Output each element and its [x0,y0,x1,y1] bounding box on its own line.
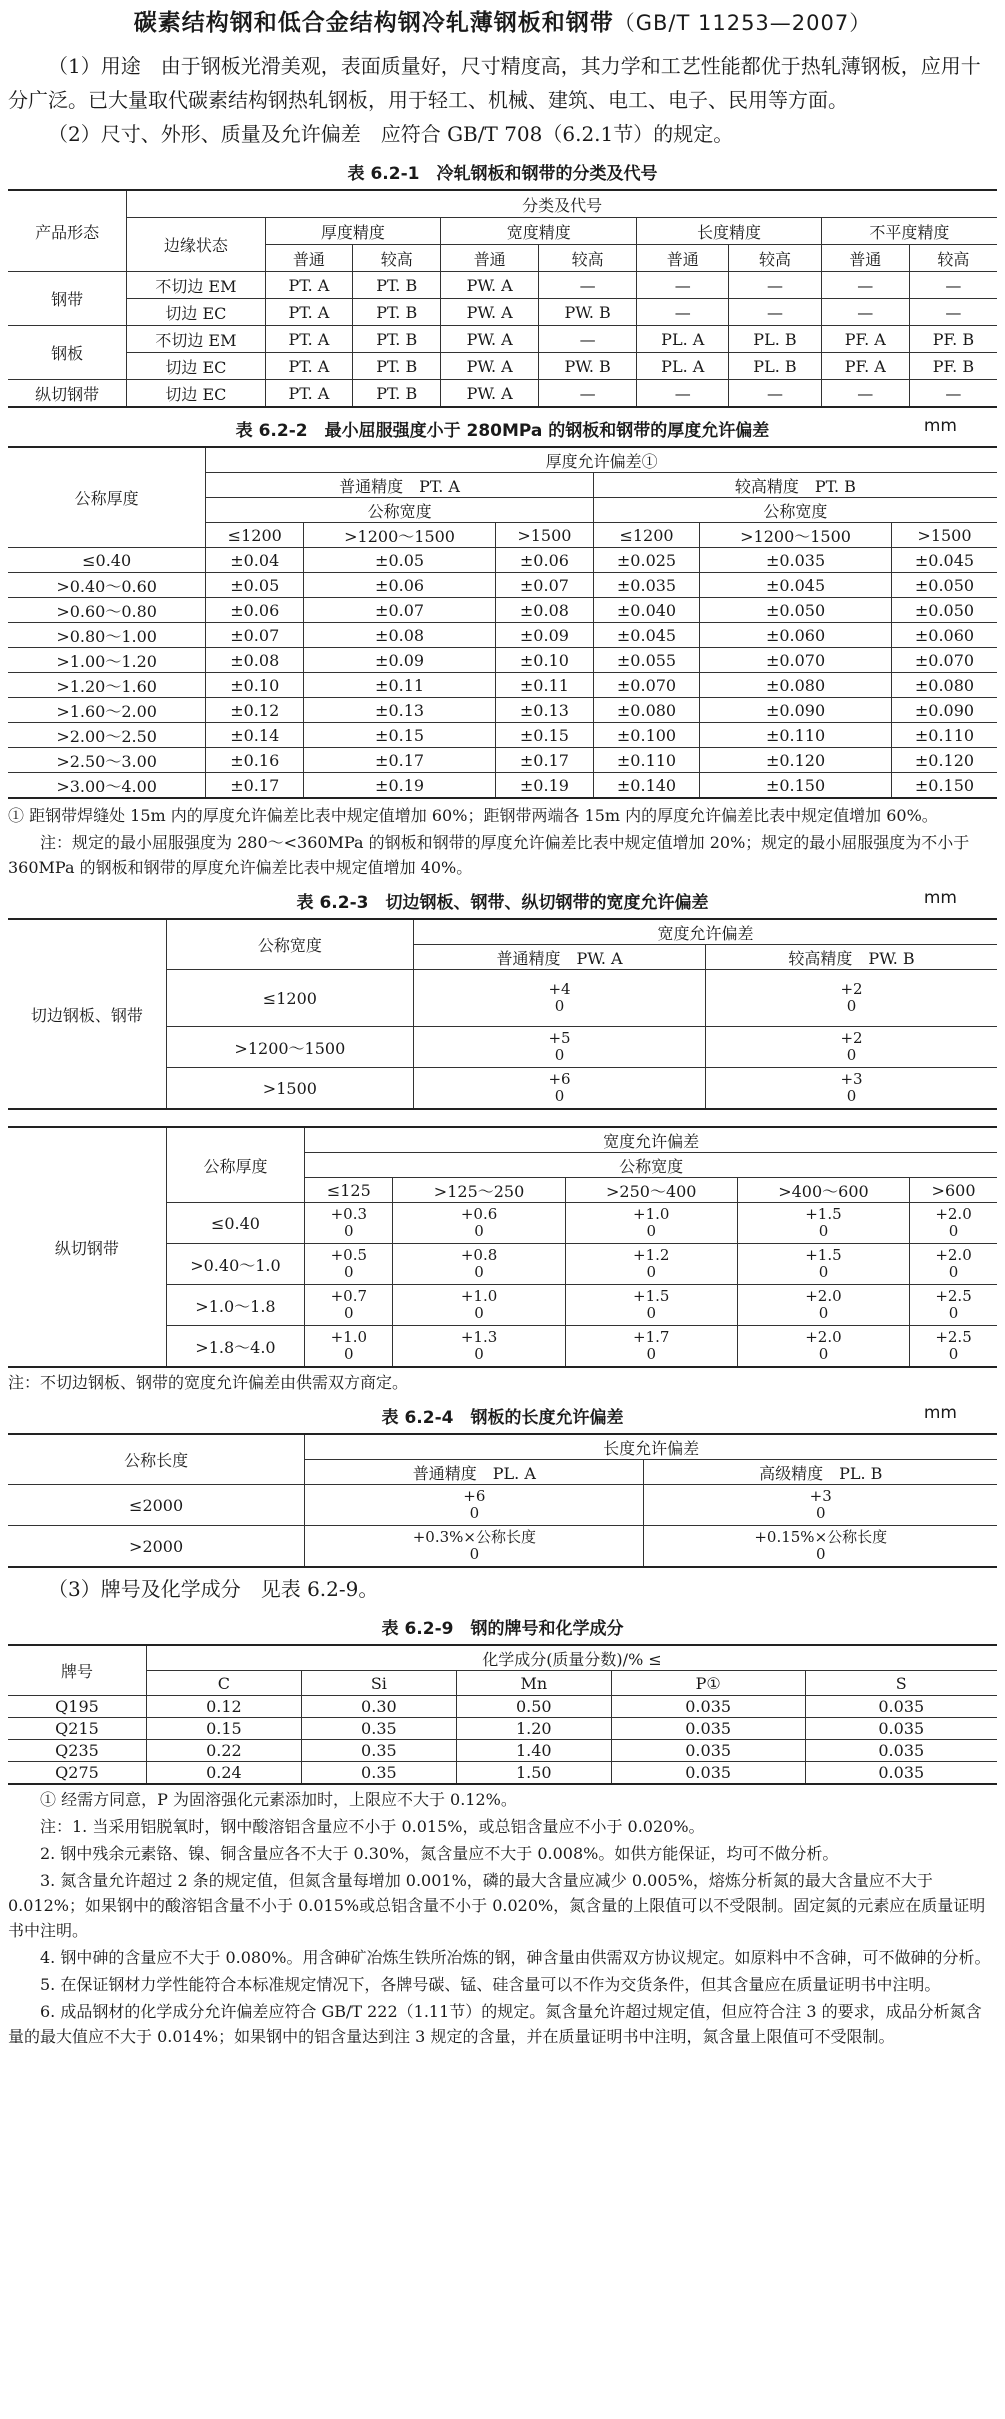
table-row: >0.60～0.80 ±0.06 ±0.07 ±0.08 ±0.040 ±0.050 ±0.050 [8,598,997,623]
table-header: 厚度允许偏差① [206,447,997,473]
table-header: 纵切钢带 [8,1127,166,1367]
table-header: 宽度精度 [441,218,637,245]
table-header: 较高 [353,245,441,272]
table-row: >0.40～0.60 ±0.05 ±0.06 ±0.07 ±0.035 ±0.045 ±0.050 [8,573,997,598]
table-6-2-2-footnote: ① 距钢带焊缝处 15m 内的厚度允许偏差比表中规定值增加 60%；距钢带两端各 15m 内的厚度允许偏差比表中规定值增加 60%。 [8,806,938,825]
table-header: 普通 [821,245,909,272]
table-header: 宽度允许偏差 [305,1127,997,1153]
table-row: 切边 EC PT. A PT. B PW. A PW. B PL. A PL. B PF. A PF. B [8,353,997,380]
table-header: ≤1200 [206,523,304,548]
table-note: 5. 在保证钢材力学性能符合本标准规定情况下，各牌号碳、锰、硅含量可以不作为交货条件，但其含量应在质量证明书中注明。 [40,1975,941,1994]
para-grade: （3）牌号及化学成分 见表 6.2-9。 [48,1577,379,1601]
table-row: 钢带 不切边 EM PT. A PT. B PW. A — — — — — [8,272,997,299]
table-header: ≤1200 [593,523,699,548]
table-row: 切边 EC PT. A PT. B PW. A PW. B — — — — [8,299,997,326]
table-header: 边缘状态 [127,218,265,272]
table-row: >1.8～4.0 +1.0 0 +1.3 0 +1.7 0 +2.0 0 +2.5 0 [8,1326,997,1368]
table-header: S [805,1671,997,1696]
table-header: 普通精度 PW. A [413,945,705,970]
table-header: 牌号 [8,1645,146,1696]
table-header: P① [611,1671,805,1696]
table-row: ≤2000 +6 0 +3 0 [8,1485,997,1526]
table-header: 公称宽度 [305,1153,997,1178]
table-6-2-1-caption: 表 6.2-1 冷轧钢板和钢带的分类及代号 [347,164,658,184]
table-header: 公称宽度 [593,498,997,523]
table-header: 较高 [729,245,821,272]
table-header: >1200～1500 [304,523,496,548]
table-header: ≤125 [305,1178,393,1203]
table-header: 较高 [909,245,997,272]
table-header: >600 [910,1178,997,1203]
table-6-2-3-slit [8,1126,997,1368]
para-usage: （1）用途 由于钢板光滑美观，表面质量好，尺寸精度高，其力学和工艺性能都优于热轧薄钢板，应用十分广泛。已大量取代碳素结构钢热轧钢板，用于轻工、机械、建筑、电工、电子、民用等方面。 [8,54,981,112]
table-6-2-4-caption: 表 6.2-4 钢板的长度允许偏差 mm [381,1403,957,1428]
table-row: >1.0～1.8 +0.7 0 +1.0 0 +1.5 0 +2.0 0 +2.5 0 [8,1285,997,1326]
table-6-2-3-cut: 切边钢板、钢带 公称宽度 宽度允许偏差 普通精度 PW. A 较高精度 PW. B ≤1200 +4 0 +2 0 >1200～1500 +5 0 +2 0 >1500 +6 0 +3 0 [8,918,997,1110]
table-header: 切边钢板、钢带 [8,919,166,1109]
table-header: 化学成分(质量分数)/% ≤ [146,1645,997,1671]
table-header: Mn [456,1671,611,1696]
table-note: 6. 成品钢材的化学成分允许偏差应符合 GB/T 222（1.11节）的规定。氮含量允许超过规定值，但应符合注 3 的要求，成品分析氮含量的最大值应不大于 0.014%；如果钢中的铝含量达到注 3 规定的含量，并在质量证明书中注明，氮含量上限值可不受限制。 [8,2002,982,2046]
table-header: 厚度精度 [265,218,441,245]
table-header: 宽度允许偏差 [413,919,997,945]
table-row: Q235 0.22 0.35 1.40 0.035 0.035 [8,1740,997,1762]
table-header: 普通精度 PT. A [206,473,594,498]
table-header: 高级精度 PL. B [644,1460,997,1485]
table-header: 产品形态 [8,190,127,272]
para-dimensions: （2）尺寸、外形、质量及允许偏差 应符合 GB/T 708（6.2.1节）的规定。 [48,122,734,146]
table-6-2-3-caption: 表 6.2-3 切边钢板、钢带、纵切钢带的宽度允许偏差 mm [296,888,957,913]
table-note: 2. 钢中残余元素铬、镍、铜含量应各不大于 0.30%，氮含量应不大于 0.008%。如供方能保证，均可不做分析。 [40,1844,839,1863]
table-header: >1500 [495,523,593,548]
table-row: >1.00～1.20 ±0.08 ±0.09 ±0.10 ±0.055 ±0.070 ±0.070 [8,648,997,673]
table-note: 注：1. 当采用铝脱氧时，钢中酸溶铝含量应不小于 0.015%，或总铝含量应不小于 0.020%。 [40,1817,705,1836]
table-header: 普通 [265,245,353,272]
table-header: 较高 [539,245,637,272]
table-header: Si [301,1671,456,1696]
table-note: 4. 钢中砷的含量应不大于 0.080%。用含砷矿冶炼生铁所冶炼的钢，砷含量由供需双方协议规定。如原料中不含砷，可不做砷的分析。 [40,1948,991,1967]
table-row: >1.60～2.00 ±0.12 ±0.13 ±0.13 ±0.080 ±0.090 ±0.090 [8,698,997,723]
table-header: 较高精度 PW. B [706,945,997,970]
table-header: 公称厚度 [8,447,206,548]
table-row: 钢板 不切边 EM PT. A PT. B PW. A — PL. A PL. B PF. A PF. B [8,326,997,353]
table-header: >400～600 [737,1178,909,1203]
table-header: 分类及代号 [127,190,997,218]
table-header: 长度允许偏差 [305,1434,997,1460]
table-header: 公称厚度 [166,1127,304,1203]
table-row: >0.40～1.0 +0.5 0 +0.8 0 +1.2 0 +1.5 0 +2.0 0 [8,1244,997,1285]
table-row: Q195 0.12 0.30 0.50 0.035 0.035 [8,1696,997,1718]
table-header: >250～400 [565,1178,737,1203]
table-header: >1500 [891,523,997,548]
table-header: 公称宽度 [166,919,413,970]
table-header: 公称宽度 [206,498,594,523]
table-6-2-2-note: 注：规定的最小屈服强度为 280～<360MPa 的钢板和钢带的厚度允许偏差比表中规定值增加 20%；规定的最小屈服强度为不小于 360MPa 的钢板和钢带的厚度允许偏差比表中规定值增加 40%。 [8,833,970,877]
table-6-2-2-caption: 表 6.2-2 最小屈服强度小于 280MPa 的钢板和钢带的厚度允许偏差 mm [235,416,957,441]
table-header: 普通 [637,245,729,272]
table-row: >2000 +0.3%×公称长度 0 +0.15%×公称长度 0 [8,1526,997,1568]
table-row: >1.20～1.60 ±0.10 ±0.11 ±0.11 ±0.070 ±0.080 ±0.080 [8,673,997,698]
page-title: 碳素结构钢和低合金结构钢冷轧薄钢板和钢带（GB/T 11253—2007） [133,10,872,36]
table-6-2-1 [8,189,997,408]
table-note: ① 经需方同意，P 为固溶强化元素添加时，上限应不大于 0.12%。 [40,1790,517,1809]
table-row: 纵切钢带 切边 EC PT. A PT. B PW. A — — — — — [8,380,997,408]
table-6-2-9-caption: 表 6.2-9 钢的牌号和化学成分 [381,1619,624,1639]
table-header: 长度精度 [637,218,821,245]
table-row: >3.00～4.00 ±0.17 ±0.19 ±0.19 ±0.140 ±0.150 ±0.150 [8,773,997,799]
table-row: >2.00～2.50 ±0.14 ±0.15 ±0.15 ±0.100 ±0.110 ±0.110 [8,723,997,748]
table-row: >0.80～1.00 ±0.07 ±0.08 ±0.09 ±0.045 ±0.060 ±0.060 [8,623,997,648]
table-6-2-9-notes [8,1787,997,2049]
table-6-2-2 [8,446,997,799]
table-6-2-9 [8,1644,997,1785]
table-row: Q275 0.24 0.35 1.50 0.035 0.035 [8,1762,997,1785]
table-header: 公称长度 [8,1434,305,1485]
table-row: >2.50～3.00 ±0.16 ±0.17 ±0.17 ±0.110 ±0.120 ±0.120 [8,748,997,773]
table-row: Q215 0.15 0.35 1.20 0.035 0.035 [8,1718,997,1740]
table-header: >1200～1500 [700,523,892,548]
table-header: C [146,1671,301,1696]
table-row: ≤0.40 ±0.04 ±0.05 ±0.06 ±0.025 ±0.035 ±0.045 [8,548,997,573]
table-header: 较高精度 PT. B [593,473,997,498]
table-header: 普通 [441,245,539,272]
table-header: 普通精度 PL. A [305,1460,644,1485]
table-header: 不平度精度 [821,218,997,245]
table-6-2-3-note: 注：不切边钢板、钢带的宽度允许偏差由供需双方商定。 [8,1373,409,1392]
table-row: ≤0.40 +0.3 0 +0.6 0 +1.0 0 +1.5 0 +2.0 0 [8,1203,997,1244]
table-note: 3. 氮含量允许超过 2 条的规定值，但氮含量每增加 0.001%，磷的最大含量应减少 0.005%，熔炼分析氮的最大含量应不大于 0.012%；如果钢中的酸溶铝含量不小于 0.015%或总铝含量不小于 0.020%，氮含量的上限值可以不受限制。固定氮的元素应在质量证明书中注明。 [8,1871,986,1940]
table-6-2-4 [8,1433,997,1568]
table-header: >125～250 [393,1178,565,1203]
